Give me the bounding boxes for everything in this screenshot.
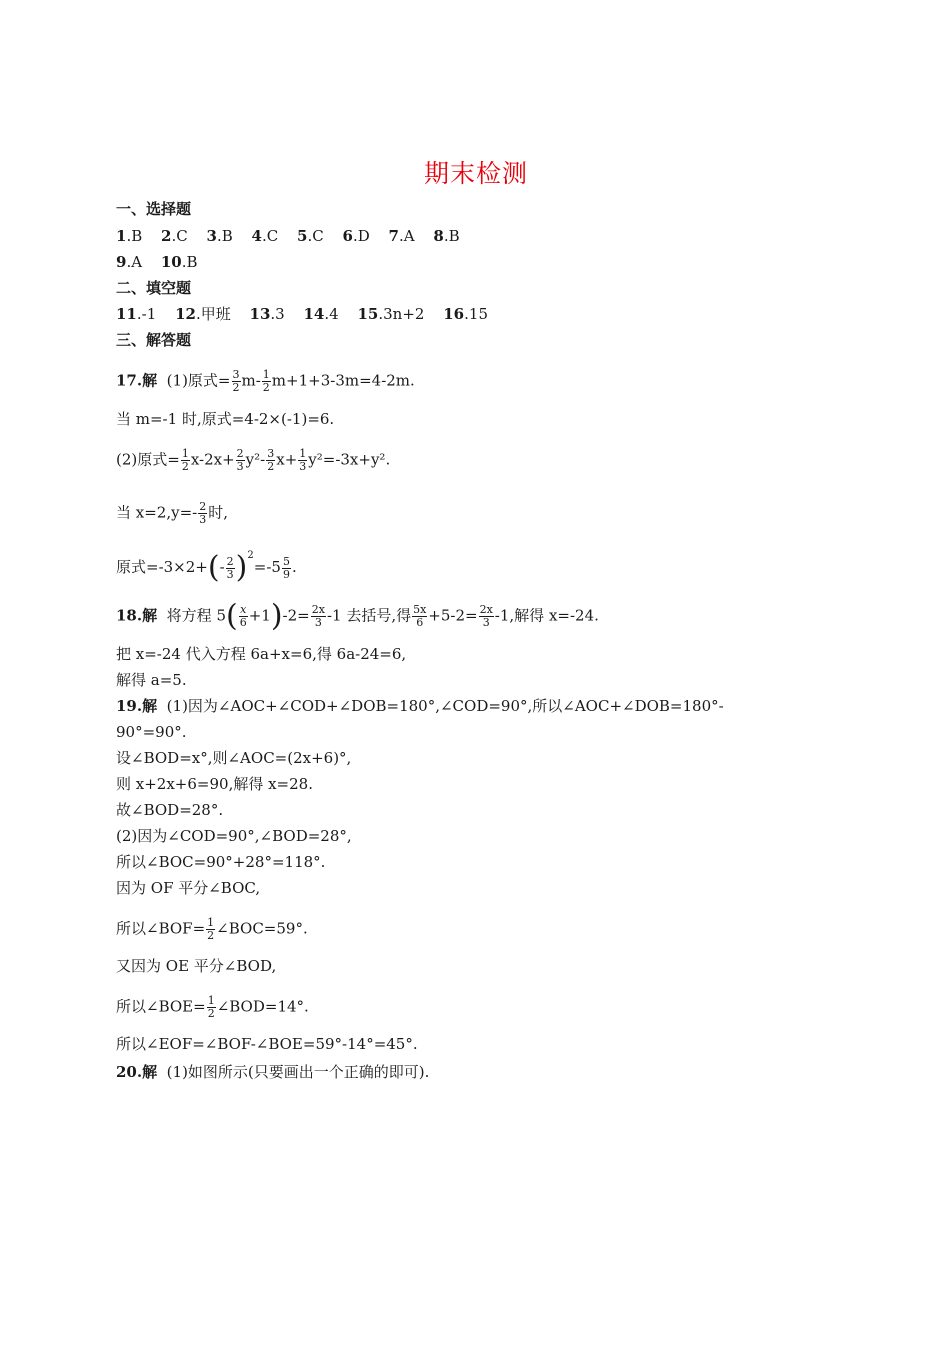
q17-part2-condition: 当 x=2,y=- $\frac{2}{3}$ 时, — [116, 500, 228, 526]
q19-line-3: 设∠BOD=x°,则∠AOC=(2x+6)°, — [116, 749, 352, 767]
q19-line-5: 故∠BOD=28°. — [116, 801, 224, 819]
fraction: $\frac{1}{2}$ — [181, 447, 189, 473]
q19-line-10: 又因为 OE 平分∠BOD, — [116, 957, 277, 975]
q17-part1: 17.解 (1)原式= $\frac{3}{2}$ m- $\frac{1}{2}$ m+1+3-3m=4-2m. — [116, 368, 415, 394]
q17-part1-value: 当 m=-1 时,原式=4-2×(-1)=6. — [116, 410, 335, 428]
q17-part2-value: 原式=-3×2+(- $\frac{2}{3}$ )$^2$=-5 $\frac{5}{9}$ . — [116, 550, 297, 585]
fraction: $\frac{1}{2}$ — [207, 994, 215, 1020]
section-heading-choice: 一、选择题 — [116, 200, 192, 218]
fraction: $\frac{2}{3}$ — [236, 447, 244, 473]
section-heading-fill: 二、填空题 — [116, 279, 192, 297]
fraction: $\frac{2}{3}$ — [226, 554, 234, 581]
choice-answers-row-1: 1.B 2.C 3.B 4.C 5.C 6.D 7.A 8.B — [116, 227, 460, 245]
q19-line-1: 19.解 (1)因为∠AOC+∠COD+∠DOB=180°,∠COD=90°,所以∠AOC+∠DOB=180°- — [116, 697, 724, 715]
q19-line-2: 90°=90°. — [116, 723, 187, 741]
fraction: $\frac{1}{3}$ — [299, 447, 307, 473]
fraction: $\frac{1}{2}$ — [207, 916, 215, 942]
q18-result: 解得 a=5. — [116, 671, 187, 689]
q19-line-8: 因为 OF 平分∠BOC, — [116, 879, 261, 897]
fraction: $\frac{5}{9}$ — [282, 554, 290, 581]
fraction: $\frac{x}{6}$ — [239, 603, 247, 629]
fill-answers: 11.-1 12.甲班 13.3 14.4 15.3n+2 16.15 — [116, 305, 488, 323]
page-title: 期末检测 — [423, 159, 528, 188]
fraction: $\frac{5x}{6}$ — [413, 603, 427, 629]
choice-answers-row-2: 9.A 10.B — [116, 253, 198, 271]
fraction: $\frac{2x}{3}$ — [311, 603, 325, 629]
q19-line-12: 所以∠EOF=∠BOF-∠BOE=59°-14°=45°. — [116, 1035, 418, 1053]
fraction: $\frac{2}{3}$ — [199, 500, 207, 526]
q17-part2: (2)原式= $\frac{1}{2}$ x-2x+ $\frac{2}{3}$ y²- $\frac{3}{2}$ x+ $\frac{1}{3}$ y²=-3x+y². — [116, 447, 391, 473]
fraction: $\frac{3}{2}$ — [232, 368, 240, 394]
fraction: $\frac{2x}{3}$ — [479, 603, 493, 629]
q19-line-7: 所以∠BOC=90°+28°=118°. — [116, 853, 326, 871]
q20-line-1: 20.解 (1)如图所示(只要画出一个正确的即可). — [116, 1063, 430, 1081]
q18-equation: 18.解 将方程 5( $\frac{x}{6}$ +1)-2= $\frac{2x}{3}$ -1 去括号,得 $\frac{5x}{6}$ +5-2= $\frac{2x}{3}$ -1,解得 x=-24. — [116, 598, 599, 634]
q19-line-11: 所以∠BOE= $\frac{1}{2}$ ∠BOD=14°. — [116, 994, 309, 1020]
q19-line-4: 则 x+2x+6=90,解得 x=28. — [116, 775, 313, 793]
q18-substitute: 把 x=-24 代入方程 6a+x=6,得 6a-24=6, — [116, 645, 407, 663]
fraction: $\frac{3}{2}$ — [267, 447, 275, 473]
fraction: $\frac{1}{2}$ — [262, 368, 270, 394]
section-heading-solutions: 三、解答题 — [116, 331, 192, 349]
q19-line-9: 所以∠BOF= $\frac{1}{2}$ ∠BOC=59°. — [116, 916, 308, 942]
q19-line-6: (2)因为∠COD=90°,∠BOD=28°, — [116, 827, 352, 845]
